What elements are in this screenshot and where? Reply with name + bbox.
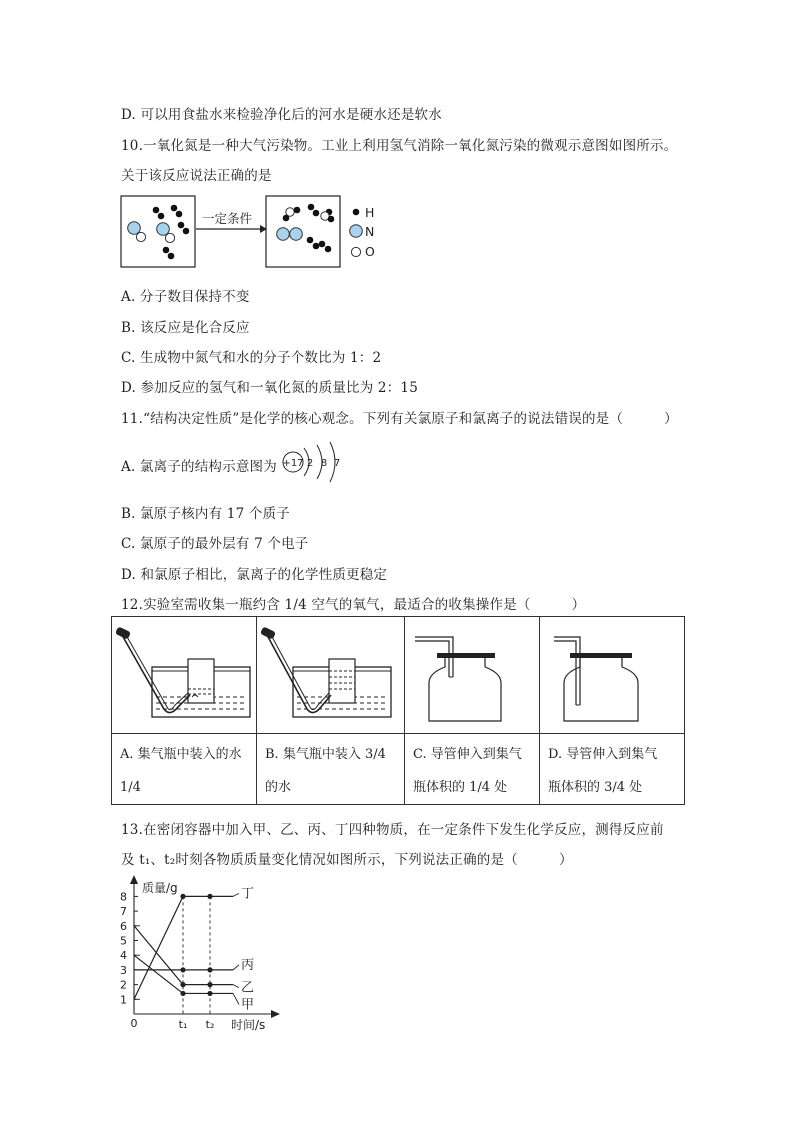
shell-2-electrons: 8 — [320, 458, 328, 469]
x-axis-label: 时间/s — [231, 1018, 266, 1032]
series-label-2: 乙 — [241, 980, 255, 996]
trough-water-half-fill-diagram-a — [112, 617, 255, 729]
q10-option-d: D. 参加反应的氢气和一氧化氮的质量比为 2：15 — [121, 380, 418, 396]
gas-bottle-tube-three-quarter-diagram-d — [540, 617, 683, 729]
q12-figure-b — [257, 617, 405, 734]
series-label-0: 丁 — [241, 886, 255, 902]
q12-figure-a — [112, 617, 257, 734]
x-axis-arrow — [271, 1010, 280, 1018]
legend-h: H — [365, 205, 375, 220]
q12-caption-d-line2: 瓶体积的 3/4 处 — [548, 780, 643, 795]
series-point-1 — [180, 967, 185, 972]
y-tick-label: 2 — [120, 978, 127, 992]
shell-3-electrons: 7 — [333, 458, 341, 469]
chloride-ion-structure-diagram — [280, 440, 355, 484]
q12-caption-a-line1: A. 集气瓶中装入的水 — [120, 747, 242, 762]
q12-options-table — [111, 616, 685, 805]
q11-option-a: A. 氯离子的结构示意图为 — [121, 459, 277, 475]
q12-caption-b — [257, 734, 405, 805]
q12-caption-a — [112, 734, 257, 805]
q11-option-c: C. 氯原子的最外层有 7 个电子 — [121, 536, 309, 552]
y-tick-label: 1 — [120, 993, 127, 1007]
q10-option-c: C. 生成物中氮气和水的分子个数比为 1：2 — [121, 350, 382, 366]
q13-stem-line1: 13.在密闭容器中加入甲、乙、丙、丁四种物质，在一定条件下发生化学反应，测得反应前 — [121, 822, 664, 838]
y-tick-label: 5 — [120, 934, 127, 948]
y-axis-arrow — [130, 875, 138, 884]
y-tick-label: 6 — [120, 919, 127, 933]
q12-stem: 12.实验室需收集一瓶约含 1/4 空气的氧气，最适合的收集操作是（ ） — [121, 597, 586, 613]
q11-option-d: D. 和氯原子相比，氯离子的化学性质更稳定 — [121, 567, 388, 583]
series-line-2 — [134, 926, 233, 985]
legend-o: O — [365, 244, 375, 259]
q10-stem-line1: 10.一氧化氮是一种大气污染物。工业上利用氢气消除一氧化氮污染的微观示意图如图所示。 — [121, 138, 678, 154]
q12-caption-b-line1: B. 集气瓶中装入 3/4 — [265, 747, 386, 762]
x-tick-label: t₂ — [205, 1018, 215, 1031]
series-point-0 — [180, 894, 185, 899]
series-line-3 — [134, 955, 233, 993]
q12-caption-b-line2: 的水 — [265, 780, 292, 795]
q12-caption-d — [540, 734, 685, 805]
series-point-3 — [207, 991, 212, 996]
q12-figure-c — [405, 617, 540, 734]
series-point-0 — [207, 894, 212, 899]
q10-micro-diagram — [118, 192, 398, 272]
series-label-1: 丙 — [241, 957, 255, 973]
q9-option-d: D. 可以用食盐水来检验净化后的河水是硬水还是软水 — [121, 107, 442, 123]
q12-caption-c-line2: 瓶体积的 1/4 处 — [413, 780, 508, 795]
mass-time-chart — [115, 872, 285, 1032]
x-tick-label: 0 — [130, 1017, 138, 1030]
y-tick-label: 8 — [120, 890, 127, 904]
trough-water-full-fill-diagram-b — [257, 617, 403, 729]
x-tick-label: t₁ — [178, 1018, 188, 1031]
q11-option-b: B. 氯原子核内有 17 个质子 — [121, 506, 290, 522]
gas-bottle-tube-quarter-diagram-c — [405, 617, 538, 729]
series-point-3 — [180, 991, 185, 996]
q11-stem: 11.“结构决定性质”是化学的核心观念。下列有关氯原子和氯离子的说法错误的是（ ） — [121, 411, 678, 427]
series-leader-2 — [233, 985, 239, 988]
series-leader-3 — [233, 993, 239, 1004]
shell-1-electrons: 2 — [306, 458, 314, 469]
series-label-3: 甲 — [241, 997, 255, 1013]
series-point-2 — [207, 982, 212, 987]
q13-stem-line2: 及 t₁、t₂时刻各物质质量变化情况如图所示，下列说法正确的是（ ） — [121, 852, 573, 868]
series-leader-1 — [233, 965, 239, 970]
nucleus-charge: +17 — [282, 458, 304, 469]
y-axis-label: 质量/g — [142, 881, 178, 895]
y-tick-label: 4 — [120, 949, 127, 963]
series-point-1 — [207, 967, 212, 972]
y-tick-label: 3 — [120, 963, 127, 977]
q12-caption-d-line1: D. 导管伸入到集气 — [548, 747, 658, 762]
q12-caption-c — [405, 734, 540, 805]
series-leader-0 — [233, 893, 239, 896]
q10-stem-line2: 关于该反应说法正确的是 — [121, 168, 272, 184]
arrow-condition-label: 一定条件 — [202, 211, 253, 226]
q10-option-a: A. 分子数目保持不变 — [121, 289, 250, 305]
q12-caption-c-line1: C. 导管伸入到集气 — [413, 747, 522, 762]
series-point-2 — [180, 982, 185, 987]
q12-figure-d — [540, 617, 685, 734]
q10-option-b: B. 该反应是化合反应 — [121, 320, 250, 336]
y-tick-label: 7 — [120, 905, 127, 919]
legend-n: N — [365, 224, 375, 239]
q12-caption-a-line2: 1/4 — [120, 780, 141, 795]
